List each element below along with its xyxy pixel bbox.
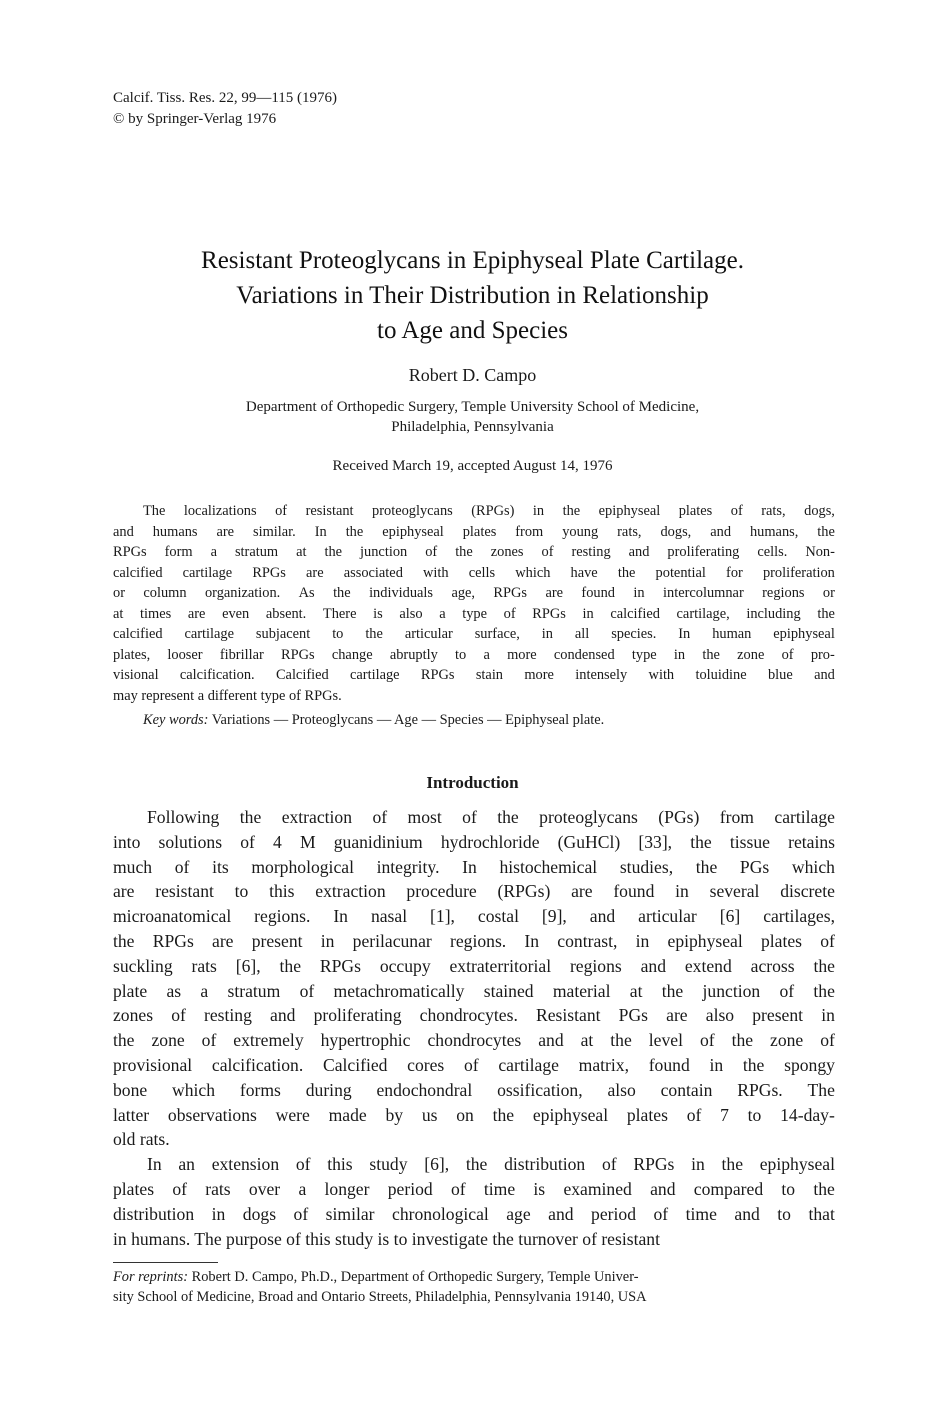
keywords-text: Variations — Proteoglycans — Age — Species — Epiphyseal plate. [211, 712, 605, 728]
section-heading-introduction: Introduction [426, 773, 519, 792]
abstract-line: may represent a different type of RPGs. [113, 687, 342, 704]
title-line-2: Variations in Their Distribution in Relationship [236, 282, 709, 309]
paragraph-1-line: the zone of extremely hypertrophic chondrocytes and at the level of the zone of [113, 1030, 835, 1051]
received-date: Received March 19, accepted August 14, 1976 [332, 458, 613, 474]
affiliation-line-2: Philadelphia, Pennsylvania [391, 419, 554, 435]
journal-citation [113, 88, 337, 130]
paragraph-1-line: much of its morphological integrity. In histochemical studies, the PGs which [113, 856, 835, 877]
paragraph-1-line: provisional calcification. Calcified cores of cartilage matrix, found in the spongy [113, 1054, 835, 1075]
abstract-line: calcified cartilage subjacent to the articular surface, in all species. In human epiphyseal [113, 626, 835, 642]
abstract-line: or column organization. As the individuals age, RPGs are found in intercolumnar regions or [113, 585, 835, 601]
footnote-label: For reprints: [113, 1269, 189, 1285]
footnote-divider [113, 1262, 218, 1263]
abstract-line: and humans are similar. In the epiphyseal plates from young rats, dogs, and humans, the [113, 523, 835, 540]
author-name: Robert D. Campo [408, 365, 537, 385]
title-line-1: Resistant Proteoglycans in Epiphyseal Plate Cartilage. [201, 247, 744, 274]
paragraph-1-line: are resistant to this extraction procedure (RPGs) are found in several discrete [113, 881, 835, 902]
footnote-text-2: sity School of Medicine, Broad and Ontario Streets, Philadelphia, Pennsylvania 19140, USA [113, 1289, 647, 1305]
paragraph-1-line: old rats. [113, 1129, 170, 1150]
keywords [143, 710, 604, 730]
paragraph-2-line: plates of rats over a longer period of time is examined and compared to the [113, 1178, 835, 1199]
paragraph-1-line: Following the extraction of most of the proteoglycans (PGs) from cartilage [147, 807, 835, 827]
paper-title [100, 243, 845, 348]
abstract-line: plates, looser fibrillar RPGs change abruptly to a more condensed type in the zone of pro- [113, 646, 835, 663]
introduction-body [113, 805, 835, 1251]
paragraph-1-line: latter observations were made by us on the epiphyseal plates of 7 to 14-day- [113, 1104, 835, 1125]
abstract-line: The localizations of resistant proteoglycans (RPGs) in the epiphyseal plates of rats, dogs, [143, 503, 835, 519]
paragraph-1-line: suckling rats [6], the RPGs occupy extraterritorial regions and extend across the [113, 955, 835, 976]
abstract-line: RPGs form a stratum at the junction of the zones of resting and proliferating cells. Non- [113, 544, 835, 560]
paragraph-1-line: zones of resting and proliferating chondrocytes. Resistant PGs are also present in [113, 1005, 835, 1026]
reprint-footnote [113, 1267, 835, 1307]
copyright-line: © by Springer-Verlag 1976 [113, 111, 277, 127]
title-line-3: to Age and Species [377, 317, 568, 344]
abstract [113, 501, 835, 706]
paragraph-1-line: into solutions of 4 M guanidinium hydrochloride (GuHCl) [33], the tissue retains [113, 831, 835, 852]
abstract-line: calcified cartilage RPGs are associated with cells which have the potential for proliferation [113, 564, 835, 581]
paragraph-1-line: plate as a stratum of metachromatically stained material at the junction of the [113, 980, 835, 1001]
paragraph-1-line: microanatomical regions. In nasal [1], costal [9], and articular [6] cartilages, [113, 906, 835, 927]
paragraph-2-line: distribution in dogs of similar chronological age and period of time and to that [113, 1203, 835, 1224]
paragraph-1-line: bone which forms during endochondral ossification, also contain RPGs. The [113, 1079, 835, 1100]
footnote-line-2 [113, 1287, 835, 1307]
abstract-line: at times are even absent. There is also a type of RPGs in calcified cartilage, including the [113, 605, 835, 622]
affiliation-line-1: Department of Orthopedic Surgery, Temple University School of Medicine, [245, 399, 700, 415]
citation-line: Calcif. Tiss. Res. 22, 99—115 (1976) [113, 90, 338, 106]
footnote-text-1: Robert D. Campo, Ph.D., Department of Orthopedic Surgery, Temple Univer- [191, 1269, 639, 1285]
paragraph-2-line: In an extension of this study [6], the distribution of RPGs in the epiphyseal [147, 1154, 835, 1175]
keywords-label: Key words: [143, 712, 209, 728]
author-affiliation [100, 397, 845, 437]
paragraph-2-line: in humans. The purpose of this study is to investigate the turnover of resistant [113, 1228, 660, 1249]
paragraph-1-line: the RPGs are present in perilacunar regions. In contrast, in epiphyseal plates of [113, 930, 835, 951]
footnote-line-1 [113, 1267, 835, 1287]
abstract-line: visional calcification. Calcified cartilage RPGs stain more intensely with toluidine blue and [113, 667, 835, 683]
